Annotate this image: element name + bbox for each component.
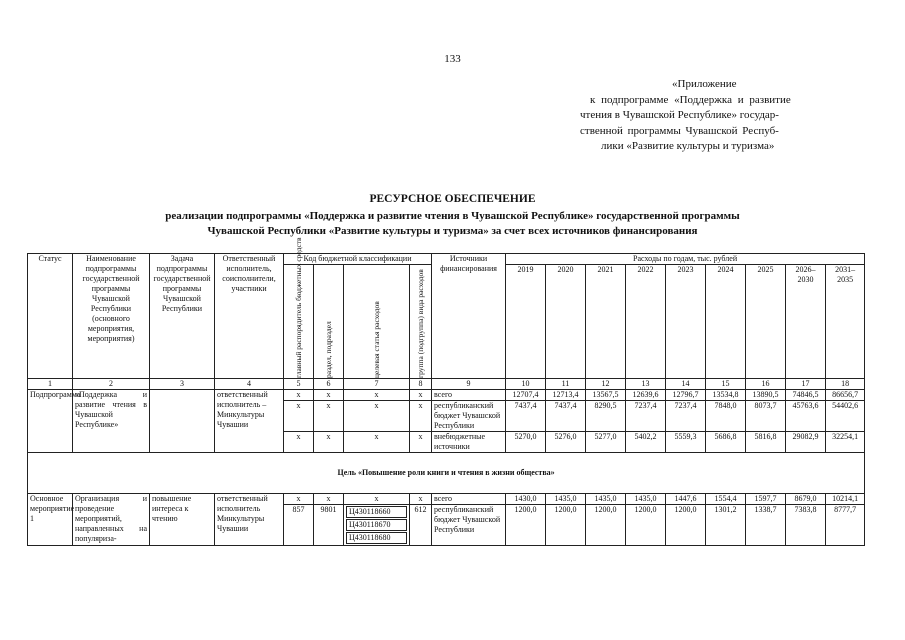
name-cell: «Поддержка и развитие чтения в Чувашской Республике» [73,390,150,453]
value-cell: 8073,7 [746,401,786,432]
value-cell: 10214,1 [826,494,865,505]
header-status: Статус [28,254,73,379]
bcc-cell: x [344,432,410,453]
header-task: Задача подпрограммы государственной программы Чувашской Республики [150,254,215,379]
status-cell: Подпрограмма [28,390,73,453]
value-cell: 1435,0 [546,494,586,505]
value-cell: 1338,7 [746,505,786,546]
bcc-cell: x [314,401,344,432]
value-cell: 1597,7 [746,494,786,505]
header-year: 2020 [546,265,586,379]
appendix-line: ственной программы Чувашской Респуб- [580,124,779,137]
bcc-cell: x [344,401,410,432]
header-bcc-section: раздел, подраздел [314,265,344,379]
value-cell: 1200,0 [506,505,546,546]
header-sources: Источники финансирования [432,254,506,379]
col-number: 11 [546,379,586,390]
header-bcc-group: группа (подгруппа) вида расходов [410,265,432,379]
value-cell: 7437,4 [506,401,546,432]
value-cell: 1435,0 [586,494,626,505]
col-number: 16 [746,379,786,390]
value-cell: 12796,7 [666,390,706,401]
bcc-cell: 9801 [314,505,344,546]
value-cell: 8679,0 [786,494,826,505]
resource-table [27,237,865,546]
bcc-cell: x [284,494,314,505]
col-number: 10 [506,379,546,390]
name-cell: Организация и проведение мероприятий, направленных на популяриза- [73,494,150,546]
col-number: 2 [73,379,150,390]
value-cell: 12639,6 [626,390,666,401]
header-year: 2026–2030 [786,265,826,379]
column-number-row [28,379,865,390]
value-cell: 7237,4 [666,401,706,432]
col-number: 18 [826,379,865,390]
bcc-cell: x [284,401,314,432]
col-number: 15 [706,379,746,390]
value-cell: 45763,6 [786,401,826,432]
value-cell: 1301,2 [706,505,746,546]
goal-row [28,453,865,494]
bcc-cell: x [344,494,410,505]
header-year: 2024 [706,265,746,379]
bcc-cell: x [284,432,314,453]
col-number: 14 [666,379,706,390]
value-cell: 1200,0 [586,505,626,546]
value-cell: 32254,1 [826,432,865,453]
task-cell [150,390,215,453]
value-cell: 1554,4 [706,494,746,505]
bcc-cell: x [410,390,432,401]
col-number: 5 [284,379,314,390]
table-row [28,494,865,505]
source-cell: внебюджетные источники [432,432,506,453]
bcc-cell: x [314,432,344,453]
appendix-line: чтения в Чувашской Республике» государ- [580,109,779,121]
header-expenses: Расходы по годам, тыс. рублей [506,254,865,265]
source-cell: республиканский бюджет Чувашской Республики [432,401,506,432]
header-year: 2022 [626,265,666,379]
value-cell: 1200,0 [666,505,706,546]
value-cell: 13890,5 [746,390,786,401]
value-cell: 54402,6 [826,401,865,432]
value-cell: 5402,2 [626,432,666,453]
document-title: РЕСУРСНОЕ ОБЕСПЕЧЕНИЕ [369,193,536,205]
bcc-cell: 612 [410,505,432,546]
value-cell: 13534,8 [706,390,746,401]
responsible-cell: ответственный исполнитель Минкультуры Чувашии [215,494,284,546]
value-cell: 1435,0 [626,494,666,505]
subtitle-line: реализации подпрограммы «Поддержка и развитие чтения в Чувашской Республике» государственной программы [165,210,740,222]
bcc-cell: x [344,390,410,401]
value-cell: 1200,0 [626,505,666,546]
page-number: 133 [444,53,461,65]
header-row [28,254,865,265]
value-cell: 7437,4 [546,401,586,432]
bcc-cell: x [410,401,432,432]
value-cell: 12707,4 [506,390,546,401]
subtitle-line: Чувашской Республики «Развитие культуры и туризма» за счет всех источников финансирования [207,225,698,237]
value-cell: 5270,0 [506,432,546,453]
header-bcc: Код бюджетной классификации [284,254,432,265]
target-codes-cell [344,505,410,546]
bcc-cell: x [410,494,432,505]
value-cell: 7383,8 [786,505,826,546]
bcc-cell: x [314,390,344,401]
target-code: Ц430118670 [346,519,407,531]
appendix-line: «Приложение [672,78,737,90]
value-cell: 13567,5 [586,390,626,401]
target-code: Ц430118680 [346,532,407,544]
col-number: 4 [215,379,284,390]
value-cell: 1447,6 [666,494,706,505]
source-cell: всего [432,494,506,505]
value-cell: 74846,5 [786,390,826,401]
source-cell: республиканский бюджет Чувашской Республики [432,505,506,546]
col-number: 9 [432,379,506,390]
value-cell: 7848,0 [706,401,746,432]
appendix-line: лики «Развитие культуры и туризма» [601,140,775,152]
value-cell: 12713,4 [546,390,586,401]
header-responsible: Ответственный исполнитель, соисполнители, участники [215,254,284,379]
col-number: 8 [410,379,432,390]
status-cell: Основное мероприятие 1 [28,494,73,546]
table-row [28,390,865,401]
value-cell: 5276,0 [546,432,586,453]
value-cell: 7237,4 [626,401,666,432]
appendix-note [580,77,845,155]
value-cell: 1430,0 [506,494,546,505]
col-number: 6 [314,379,344,390]
appendix-line: к подпрограмме «Поддержка и развитие [590,93,791,106]
task-cell: повышение интереса к чтению [150,494,215,546]
source-cell: всего [432,390,506,401]
bcc-cell: x [284,390,314,401]
bcc-cell: x [314,494,344,505]
header-year: 2025 [746,265,786,379]
col-number: 7 [344,379,410,390]
header-year: 2031–2035 [826,265,865,379]
value-cell: 8777,7 [826,505,865,546]
value-cell: 5816,8 [746,432,786,453]
col-number: 17 [786,379,826,390]
header-name: Наименование подпрограммы государственной программы Чувашской Республики (основного мероприятия, мероприятия) [73,254,150,379]
header-year: 2019 [506,265,546,379]
col-number: 3 [150,379,215,390]
value-cell: 8290,5 [586,401,626,432]
document-subtitle [60,209,845,239]
value-cell: 86656,7 [826,390,865,401]
col-number: 13 [626,379,666,390]
value-cell: 5277,0 [586,432,626,453]
col-number: 12 [586,379,626,390]
header-year: 2023 [666,265,706,379]
goal-cell: Цель «Повышение роли книги и чтения в жизни общества» [28,453,865,494]
col-number: 1 [28,379,73,390]
header-bcc-target: целевая статья расходов [344,265,410,379]
target-code: Ц430118660 [346,506,407,518]
value-cell: 29082,9 [786,432,826,453]
value-cell: 5686,8 [706,432,746,453]
header-year: 2021 [586,265,626,379]
header-bcc-admin: главный распорядитель бюджетных средств [284,265,314,379]
value-cell: 5559,3 [666,432,706,453]
responsible-cell: ответственный исполнитель – Минкультуры Чувашии [215,390,284,453]
bcc-cell: 857 [284,505,314,546]
bcc-cell: x [410,432,432,453]
value-cell: 1200,0 [546,505,586,546]
